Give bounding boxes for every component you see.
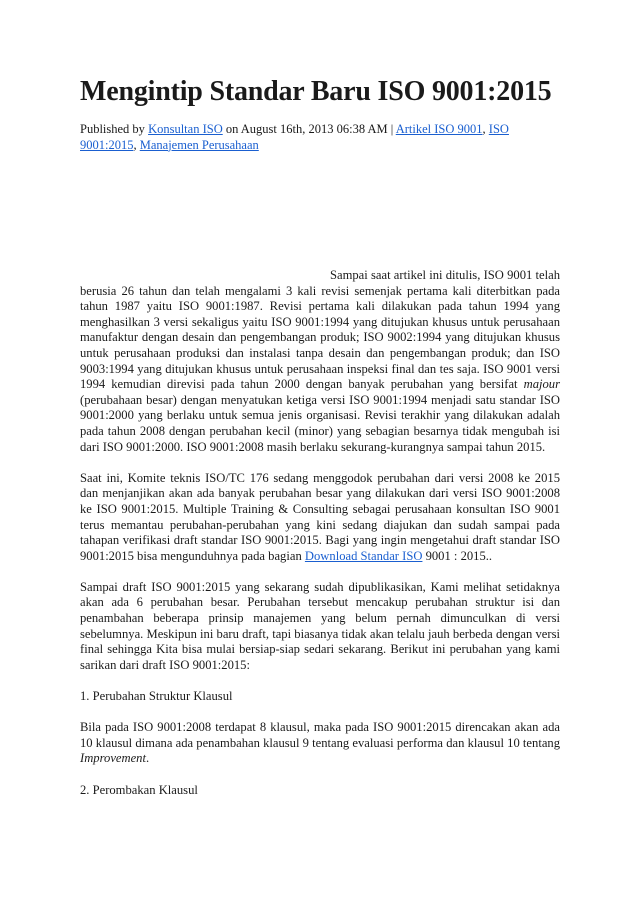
download-standar-iso-link[interactable]: Download Standar ISO — [304, 548, 423, 563]
article-body — [80, 268, 560, 814]
category-separator: , — [482, 122, 489, 136]
paragraph-draft-changes: Sampai draft ISO 9001:2015 yang sekarang sudah dipublikasikan, Kami melihat setidaknya akan ada 6 perubahan besar. Perubahan tersebut mencakup perubahan struktur isi dan penambahan beberapa prinsip manajemen yang belum pernah dimunculkan di versi sebelumnya. Meskipun ini baru draft, tapi biasanya tidak akan telalu jauh berbeda dengan versi final sehingga Kita bisa mulai bersiap-siap sedari sekarang. Berikut ini perubahan yang kami sarikan dari draft ISO 9001:2015: — [80, 579, 560, 672]
category-separator: , — [133, 137, 140, 152]
author-link[interactable]: Konsultan ISO — [148, 122, 223, 136]
section-heading-struktur-klausul: 1. Perubahan Struktur Klausul — [80, 689, 233, 704]
article-title: Mengintip Standar Baru ISO 9001:2015 — [80, 76, 552, 107]
paragraph-history: Sampai saat artikel ini ditulis, ISO 9001 telah berusia 26 tahun dan telah mengalami 3 kali revisi semenjak pertama kali diterbitkan pada tahun 1987 yaitu ISO 9001:1987. Revisi pertama kali dilakukan pada tahun 1994 yang menghasilkan 3 versi sekaligus yaitu ISO 9001:1994 yang ditujukan khusus untuk perusahaan manufaktur dengan desain dan pengembangan produk; ISO 9002:1994 yang ditujukan khusus untuk perusahaan produksi dan instalasi tanpa desain dan pengembangan produk; dan ISO 9003:1994 yang ditujukan khusus untuk perusahaan inspeksi final dan tes saja. ISO 9001 versi 1994 kemudian direvisi pada tahun 2000 dengan banyak perubahan yang bersifat majour (perubahaan besar) dengan menyatukan ketiga versi ISO 9001:1994 menjadi satu standar ISO 9001:2000 yang berlaku untuk semua jenis organisasi. Revisi terakhir yang dilakukan adalah pada tahun 2008 dengan perubahan kecil (minor) yang sebagian besarnya tidak mengubah isi dari ISO 9001:2000. ISO 9001:2008 masih berlaku sekurang-kurangnya sampai tahun 2015. — [80, 268, 560, 454]
paragraph-tc176: Saat ini, Komite teknis ISO/TC 176 sedang menggodok perubahan dari versi 2008 ke 2015 dan menjanjikan akan ada banyak perubahan besar yang dilakukan dari versi ISO 9001:2008 ke ISO 9001:2015. Multiple Training & Consulting sebagai perusahaan konsultan ISO 9001 terus memantau perubahan-perubahan yang kini sedang diajukan dan sudah sampai pada tahapan verifikasi draft standar ISO 9001:2015. Bagi yang ingin mengetahui draft standar ISO 9001:2015 bisa mengunduhnya pada bagian Download Standar ISO 9001 : 2015.. — [80, 470, 560, 563]
article-meta — [80, 122, 560, 153]
category-link-artikel-iso-9001[interactable]: Artikel ISO 9001 — [395, 122, 483, 136]
category-link-iso-9001-2015[interactable]: ISO 9001:2015 — [80, 122, 509, 152]
category-link-manajemen-perusahaan[interactable]: Manajemen Perusahaan — [139, 137, 259, 152]
section-heading-perombakan-klausul: 2. Perombakan Klausul — [80, 782, 198, 797]
date-text: on August 16th, 2013 06:38 AM | — [222, 122, 396, 136]
paragraph-klausul: Bila pada ISO 9001:2008 terdapat 8 klausul, maka pada ISO 9001:2015 direncakan akan ada 10 klausul dimana ada penambahan klausul 9 tentang evaluasi performa dan klausul 10 tentang Improvement. — [80, 720, 560, 766]
published-by-label: Published by — [80, 122, 149, 136]
